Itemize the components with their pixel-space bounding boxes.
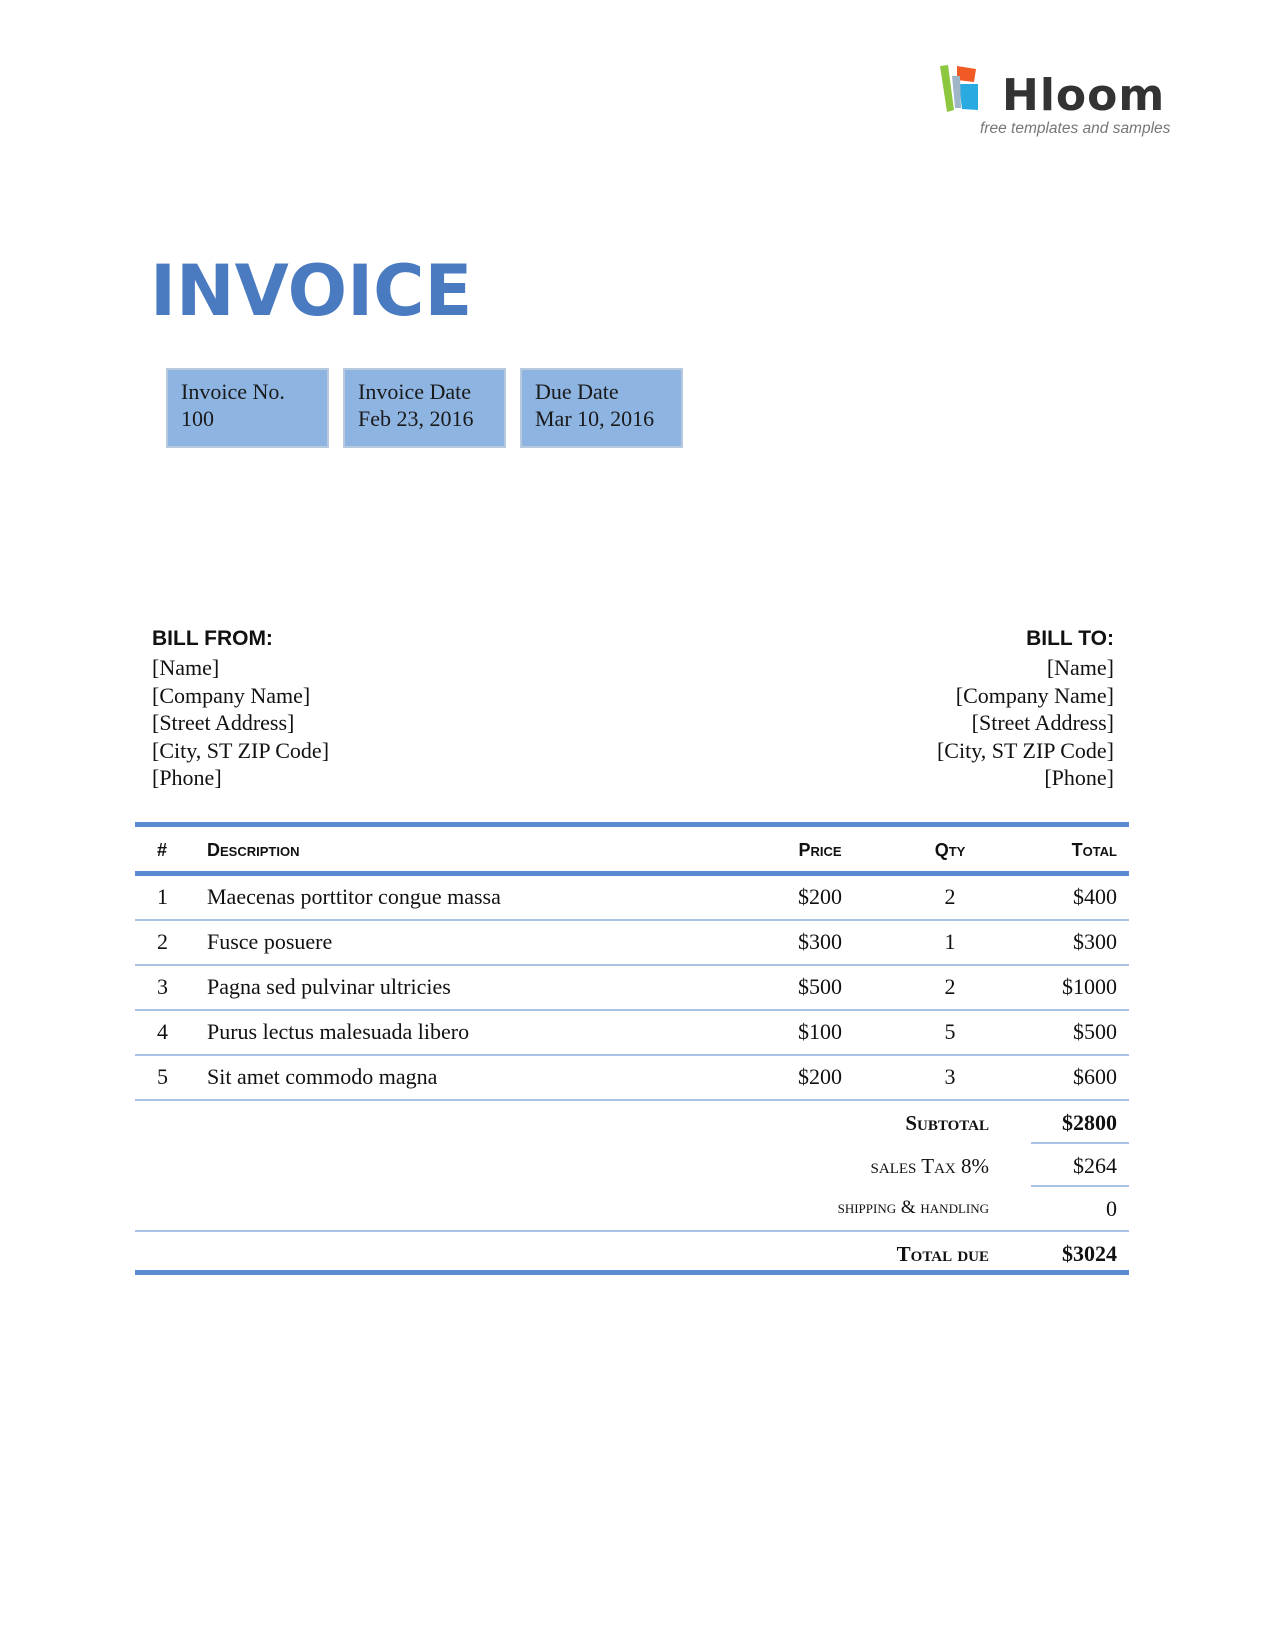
row-number: 5 [157, 1064, 168, 1089]
bill-to-phone: [Phone] [1044, 765, 1114, 790]
tax-value: $264 [1073, 1153, 1117, 1178]
hloom-logo-icon [938, 62, 998, 114]
row-description: Purus lectus malesuada libero [207, 1019, 470, 1044]
row-total: $500 [1073, 1019, 1117, 1044]
row-price: $500 [798, 974, 842, 999]
row-description: Maecenas porttitor congue massa [207, 884, 501, 909]
row-total: $600 [1073, 1064, 1117, 1089]
header-qty: Qty [934, 840, 966, 860]
bill-from-company: [Company Name] [152, 682, 311, 708]
bill-from-phone: [Phone] [152, 765, 222, 790]
total-due-value: $3024 [1062, 1241, 1117, 1266]
header-description: Description [207, 840, 300, 860]
bill-to-company: [Company Name] [955, 682, 1114, 708]
row-price: $200 [798, 1064, 842, 1089]
subtotal-row [135, 1101, 1129, 1144]
logo-name: Hloom [1002, 70, 1166, 121]
table-row [135, 876, 1129, 921]
table-row [135, 1011, 1129, 1056]
bill-to-heading: BILL TO: [1026, 627, 1114, 650]
invoice-date-value: Feb 23, 2016 [358, 406, 474, 431]
row-total: $400 [1073, 884, 1117, 909]
tax-label: sales Tax 8% [870, 1154, 989, 1178]
hloom-logo [938, 62, 1198, 142]
bill-from-street: [Street Address] [152, 710, 295, 735]
bill-from-city: [City, ST ZIP Code] [152, 737, 330, 763]
invoice-number-value: 100 [181, 406, 214, 431]
row-description: Pagna sed pulvinar ultricies [207, 974, 451, 999]
row-number: 1 [157, 884, 168, 909]
subtotal-value: $2800 [1062, 1110, 1117, 1135]
header-total: Total [1071, 840, 1117, 860]
total-due-label: Total due [896, 1242, 989, 1266]
row-price: $300 [798, 929, 842, 954]
row-description: Fusce posuere [207, 929, 333, 954]
invoice-date-box [343, 368, 506, 448]
row-qty: 1 [944, 929, 956, 954]
logo-tagline: free templates and samples [980, 120, 1171, 137]
header-price: Price [798, 840, 842, 860]
bill-from [152, 624, 329, 792]
invoice-date-label: Invoice Date [358, 379, 471, 404]
shipping-label: shipping & handling [837, 1197, 989, 1218]
header-number: # [157, 840, 168, 860]
row-price: $200 [798, 884, 842, 909]
due-date-label: Due Date [535, 379, 619, 404]
bill-to-city: [City, ST ZIP Code] [936, 737, 1114, 763]
shipping-value: 0 [1106, 1196, 1117, 1221]
due-date-box [520, 368, 683, 448]
row-description: Sit amet commodo magna [207, 1064, 438, 1089]
row-total: $300 [1073, 929, 1117, 954]
line-items-table [135, 822, 1129, 1275]
bill-from-name: [Name] [152, 655, 220, 680]
invoice-number-label: Invoice No. [181, 379, 285, 404]
table-bottom-rule [135, 1270, 1129, 1275]
due-date-value: Mar 10, 2016 [535, 406, 655, 431]
shipping-row [135, 1187, 1129, 1230]
table-row [135, 921, 1129, 966]
row-qty: 2 [944, 884, 956, 909]
bill-to-street: [Street Address] [971, 710, 1114, 735]
invoice-number-box [166, 368, 329, 448]
row-price: $100 [798, 1019, 842, 1044]
bill-from-heading: BILL FROM: [152, 627, 273, 650]
row-number: 4 [157, 1019, 168, 1044]
subtotal-label: Subtotal [905, 1111, 989, 1135]
bill-to-name: [Name] [1046, 655, 1114, 680]
table-row [135, 1056, 1129, 1101]
row-qty: 2 [944, 974, 956, 999]
page-title: INVOICE [150, 250, 473, 332]
table-header [135, 827, 1129, 871]
total-due-row [135, 1232, 1129, 1270]
row-qty: 5 [944, 1019, 956, 1044]
row-number: 3 [157, 974, 168, 999]
tax-row [135, 1144, 1129, 1187]
row-qty: 3 [944, 1064, 956, 1089]
row-number: 2 [157, 929, 168, 954]
bill-to [937, 624, 1114, 792]
invoice-summary [135, 1101, 1129, 1275]
row-total: $1000 [1062, 974, 1117, 999]
table-row [135, 966, 1129, 1011]
